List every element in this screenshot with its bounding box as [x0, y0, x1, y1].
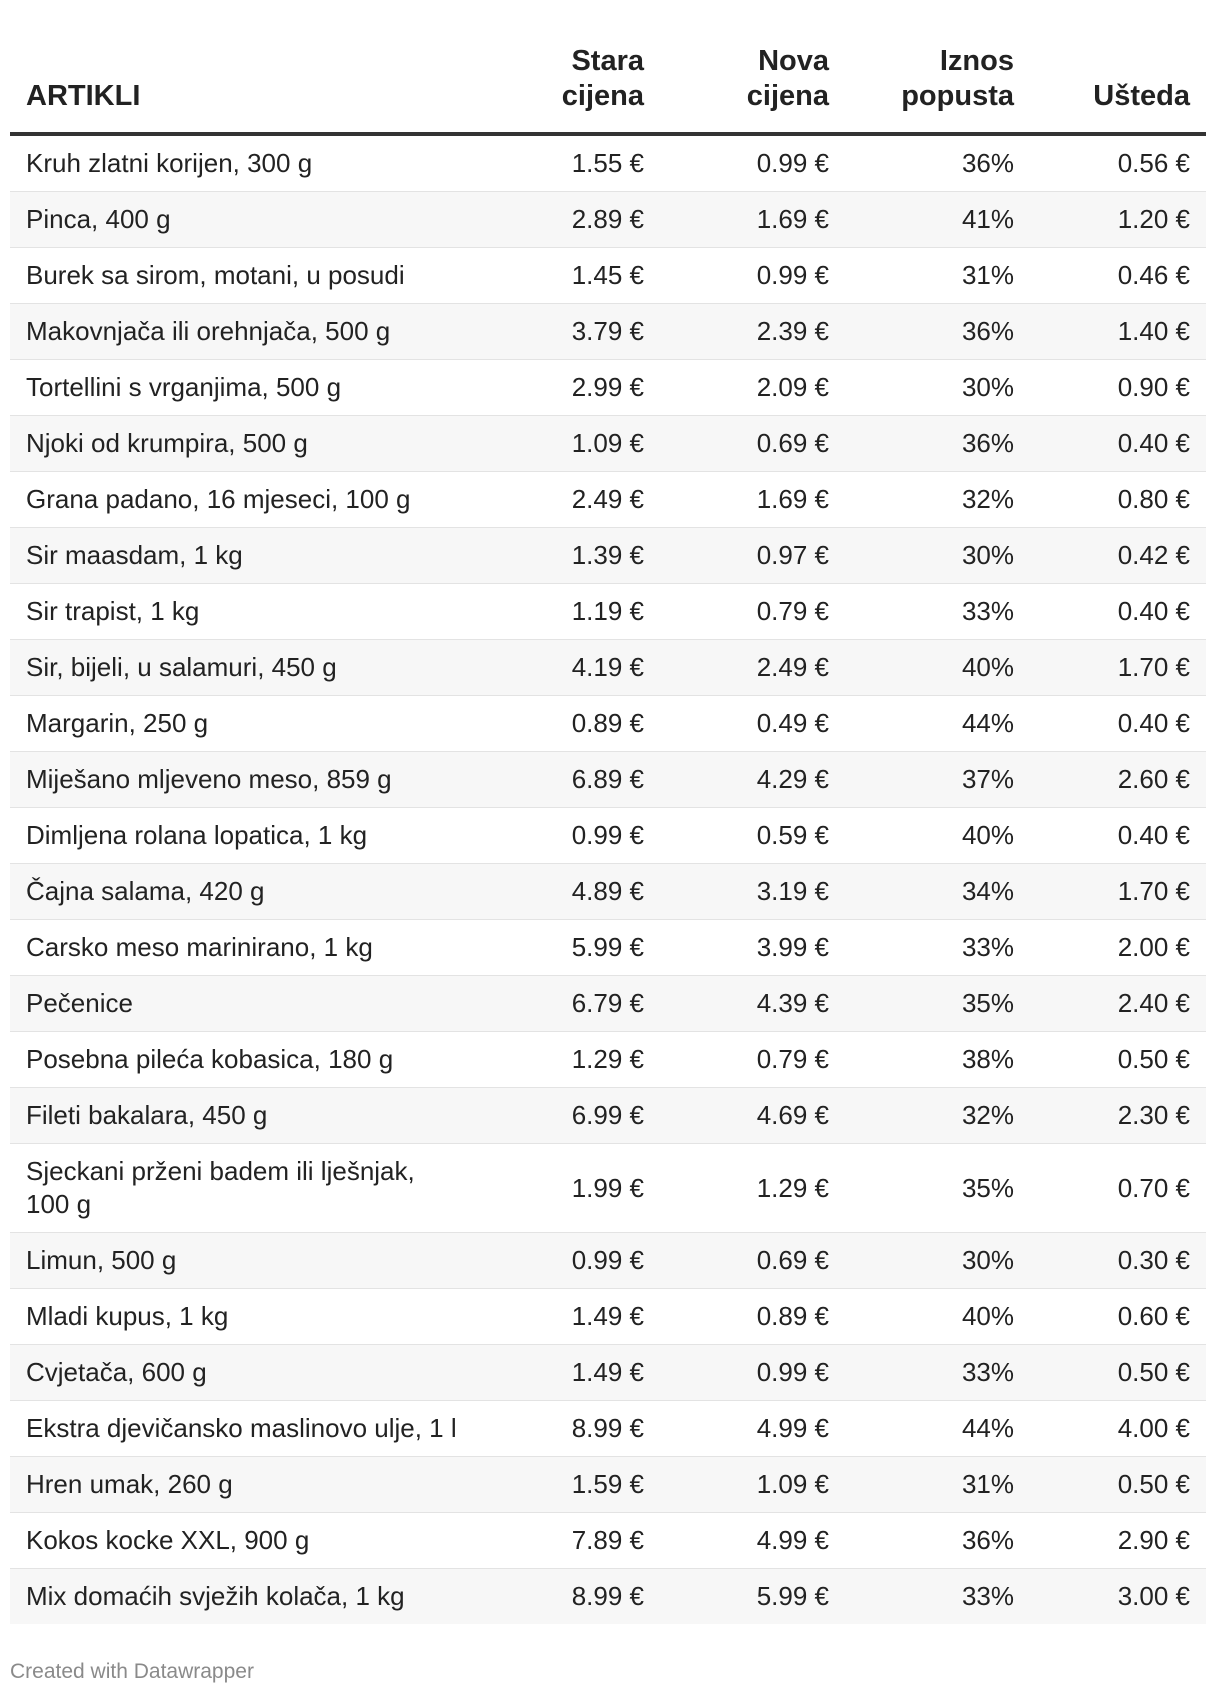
savings-cell: 0.40 € [1030, 696, 1206, 752]
price-table-container [10, 44, 1206, 1624]
item-name-cell: Pečenice [10, 976, 505, 1032]
discount-cell: 36% [845, 304, 1030, 360]
column-header-nova-cijena [660, 44, 845, 134]
item-name-cell: Mix domaćih svježih kolača, 1 kg [10, 1569, 505, 1625]
item-name-cell: Hren umak, 260 g [10, 1457, 505, 1513]
item-name-cell: Limun, 500 g [10, 1233, 505, 1289]
new-price-cell: 4.99 € [660, 1513, 845, 1569]
column-header-nova-line2: cijena [746, 80, 829, 112]
column-header-usteda [1030, 44, 1206, 134]
discount-cell: 37% [845, 752, 1030, 808]
item-name-cell: Makovnjača ili orehnjača, 500 g [10, 304, 505, 360]
table-row [10, 1088, 1206, 1144]
new-price-cell: 0.89 € [660, 1289, 845, 1345]
old-price-cell: 2.99 € [505, 360, 660, 416]
column-header-artikli [10, 44, 505, 134]
discount-cell: 35% [845, 1144, 1030, 1233]
header-row [10, 44, 1206, 134]
new-price-cell: 2.49 € [660, 640, 845, 696]
item-name-cell: Dimljena rolana lopatica, 1 kg [10, 808, 505, 864]
new-price-cell: 2.09 € [660, 360, 845, 416]
new-price-cell: 3.99 € [660, 920, 845, 976]
savings-cell: 2.00 € [1030, 920, 1206, 976]
table-row [10, 1513, 1206, 1569]
savings-cell: 0.70 € [1030, 1144, 1206, 1233]
new-price-cell: 1.69 € [660, 192, 845, 248]
old-price-cell: 6.79 € [505, 976, 660, 1032]
price-table [10, 44, 1206, 1624]
discount-cell: 40% [845, 640, 1030, 696]
table-header [10, 44, 1206, 134]
item-name-cell: Cvjetača, 600 g [10, 1345, 505, 1401]
old-price-cell: 1.19 € [505, 584, 660, 640]
column-header-usteda-label: Ušteda [1093, 80, 1190, 112]
discount-cell: 41% [845, 192, 1030, 248]
old-price-cell: 1.99 € [505, 1144, 660, 1233]
new-price-cell: 2.39 € [660, 304, 845, 360]
new-price-cell: 5.99 € [660, 1569, 845, 1625]
table-row [10, 134, 1206, 192]
item-name-cell: Carsko meso marinirano, 1 kg [10, 920, 505, 976]
savings-cell: 1.70 € [1030, 640, 1206, 696]
new-price-cell: 0.99 € [660, 134, 845, 192]
old-price-cell: 4.89 € [505, 864, 660, 920]
discount-cell: 31% [845, 248, 1030, 304]
old-price-cell: 1.09 € [505, 416, 660, 472]
discount-cell: 34% [845, 864, 1030, 920]
new-price-cell: 0.99 € [660, 1345, 845, 1401]
table-row [10, 920, 1206, 976]
column-header-nova-line1: Nova [758, 45, 829, 77]
table-row [10, 528, 1206, 584]
new-price-cell: 4.29 € [660, 752, 845, 808]
item-name-cell: Margarin, 250 g [10, 696, 505, 752]
old-price-cell: 1.45 € [505, 248, 660, 304]
new-price-cell: 1.29 € [660, 1144, 845, 1233]
old-price-cell: 1.59 € [505, 1457, 660, 1513]
savings-cell: 3.00 € [1030, 1569, 1206, 1625]
savings-cell: 0.90 € [1030, 360, 1206, 416]
discount-cell: 33% [845, 920, 1030, 976]
old-price-cell: 1.49 € [505, 1289, 660, 1345]
table-body [10, 134, 1206, 1624]
table-row [10, 1457, 1206, 1513]
discount-cell: 33% [845, 1345, 1030, 1401]
item-name-cell: Kokos kocke XXL, 900 g [10, 1513, 505, 1569]
discount-cell: 44% [845, 1401, 1030, 1457]
savings-cell: 1.40 € [1030, 304, 1206, 360]
item-name-cell: Sjeckani prženi badem ili lješnjak, 100 g [10, 1144, 505, 1233]
old-price-cell: 1.55 € [505, 134, 660, 192]
savings-cell: 0.50 € [1030, 1345, 1206, 1401]
old-price-cell: 1.29 € [505, 1032, 660, 1088]
table-row [10, 248, 1206, 304]
discount-cell: 30% [845, 1233, 1030, 1289]
discount-cell: 30% [845, 360, 1030, 416]
savings-cell: 0.40 € [1030, 584, 1206, 640]
table-row [10, 584, 1206, 640]
discount-cell: 40% [845, 808, 1030, 864]
new-price-cell: 0.59 € [660, 808, 845, 864]
item-name-cell: Njoki od krumpira, 500 g [10, 416, 505, 472]
old-price-cell: 1.39 € [505, 528, 660, 584]
item-name-cell: Fileti bakalara, 450 g [10, 1088, 505, 1144]
table-row [10, 1233, 1206, 1289]
savings-cell: 1.20 € [1030, 192, 1206, 248]
item-name-cell: Sir, bijeli, u salamuri, 450 g [10, 640, 505, 696]
savings-cell: 0.40 € [1030, 808, 1206, 864]
old-price-cell: 0.99 € [505, 808, 660, 864]
item-name-cell: Tortellini s vrganjima, 500 g [10, 360, 505, 416]
discount-cell: 30% [845, 528, 1030, 584]
discount-cell: 40% [845, 1289, 1030, 1345]
table-row [10, 696, 1206, 752]
column-header-iznos-line2: popusta [901, 80, 1014, 112]
savings-cell: 1.70 € [1030, 864, 1206, 920]
item-name-cell: Miješano mljeveno meso, 859 g [10, 752, 505, 808]
column-header-stara-line1: Stara [571, 45, 644, 77]
old-price-cell: 1.49 € [505, 1345, 660, 1401]
discount-cell: 33% [845, 1569, 1030, 1625]
table-row [10, 416, 1206, 472]
old-price-cell: 4.19 € [505, 640, 660, 696]
discount-cell: 32% [845, 472, 1030, 528]
old-price-cell: 0.99 € [505, 1233, 660, 1289]
discount-cell: 33% [845, 584, 1030, 640]
savings-cell: 0.60 € [1030, 1289, 1206, 1345]
savings-cell: 0.40 € [1030, 416, 1206, 472]
discount-cell: 38% [845, 1032, 1030, 1088]
discount-cell: 36% [845, 1513, 1030, 1569]
old-price-cell: 8.99 € [505, 1569, 660, 1625]
old-price-cell: 3.79 € [505, 304, 660, 360]
column-header-iznos-line1: Iznos [939, 45, 1014, 77]
table-row [10, 640, 1206, 696]
old-price-cell: 6.89 € [505, 752, 660, 808]
discount-cell: 36% [845, 134, 1030, 192]
column-header-artikli-label: ARTIKLI [26, 80, 141, 112]
column-header-stara-cijena [505, 44, 660, 134]
savings-cell: 0.80 € [1030, 472, 1206, 528]
table-row [10, 360, 1206, 416]
table-row [10, 472, 1206, 528]
savings-cell: 0.30 € [1030, 1233, 1206, 1289]
item-name-cell: Mladi kupus, 1 kg [10, 1289, 505, 1345]
savings-cell: 2.30 € [1030, 1088, 1206, 1144]
item-name-cell: Sir trapist, 1 kg [10, 584, 505, 640]
item-name-cell: Sir maasdam, 1 kg [10, 528, 505, 584]
savings-cell: 2.40 € [1030, 976, 1206, 1032]
new-price-cell: 4.39 € [660, 976, 845, 1032]
item-name-cell: Grana padano, 16 mjeseci, 100 g [10, 472, 505, 528]
table-row [10, 976, 1206, 1032]
savings-cell: 2.60 € [1030, 752, 1206, 808]
old-price-cell: 8.99 € [505, 1401, 660, 1457]
savings-cell: 0.56 € [1030, 134, 1206, 192]
column-header-stara-line2: cijena [561, 80, 644, 112]
table-row [10, 808, 1206, 864]
item-name-cell: Posebna pileća kobasica, 180 g [10, 1032, 505, 1088]
table-row [10, 1032, 1206, 1088]
savings-cell: 4.00 € [1030, 1401, 1206, 1457]
table-row [10, 1401, 1206, 1457]
table-row [10, 864, 1206, 920]
discount-cell: 31% [845, 1457, 1030, 1513]
savings-cell: 0.50 € [1030, 1457, 1206, 1513]
savings-cell: 2.90 € [1030, 1513, 1206, 1569]
item-name-cell: Burek sa sirom, motani, u posudi [10, 248, 505, 304]
discount-cell: 35% [845, 976, 1030, 1032]
old-price-cell: 5.99 € [505, 920, 660, 976]
old-price-cell: 6.99 € [505, 1088, 660, 1144]
item-name-cell: Čajna salama, 420 g [10, 864, 505, 920]
table-row [10, 1289, 1206, 1345]
discount-cell: 32% [845, 1088, 1030, 1144]
item-name-cell: Kruh zlatni korijen, 300 g [10, 134, 505, 192]
table-row [10, 1144, 1206, 1233]
old-price-cell: 2.89 € [505, 192, 660, 248]
table-row [10, 192, 1206, 248]
old-price-cell: 7.89 € [505, 1513, 660, 1569]
new-price-cell: 1.69 € [660, 472, 845, 528]
new-price-cell: 3.19 € [660, 864, 845, 920]
new-price-cell: 0.69 € [660, 1233, 845, 1289]
table-row [10, 752, 1206, 808]
discount-cell: 44% [845, 696, 1030, 752]
savings-cell: 0.46 € [1030, 248, 1206, 304]
discount-cell: 36% [845, 416, 1030, 472]
new-price-cell: 4.69 € [660, 1088, 845, 1144]
column-header-iznos-popusta [845, 44, 1030, 134]
table-row [10, 304, 1206, 360]
item-name-cell: Pinca, 400 g [10, 192, 505, 248]
savings-cell: 0.50 € [1030, 1032, 1206, 1088]
old-price-cell: 2.49 € [505, 472, 660, 528]
new-price-cell: 0.49 € [660, 696, 845, 752]
new-price-cell: 0.79 € [660, 1032, 845, 1088]
table-row [10, 1569, 1206, 1625]
new-price-cell: 0.79 € [660, 584, 845, 640]
new-price-cell: 0.97 € [660, 528, 845, 584]
datawrapper-credit: Created with Datawrapper [10, 1660, 254, 1683]
savings-cell: 0.42 € [1030, 528, 1206, 584]
table-row [10, 1345, 1206, 1401]
new-price-cell: 1.09 € [660, 1457, 845, 1513]
new-price-cell: 4.99 € [660, 1401, 845, 1457]
new-price-cell: 0.99 € [660, 248, 845, 304]
new-price-cell: 0.69 € [660, 416, 845, 472]
item-name-cell: Ekstra djevičansko maslinovo ulje, 1 l [10, 1401, 505, 1457]
old-price-cell: 0.89 € [505, 696, 660, 752]
